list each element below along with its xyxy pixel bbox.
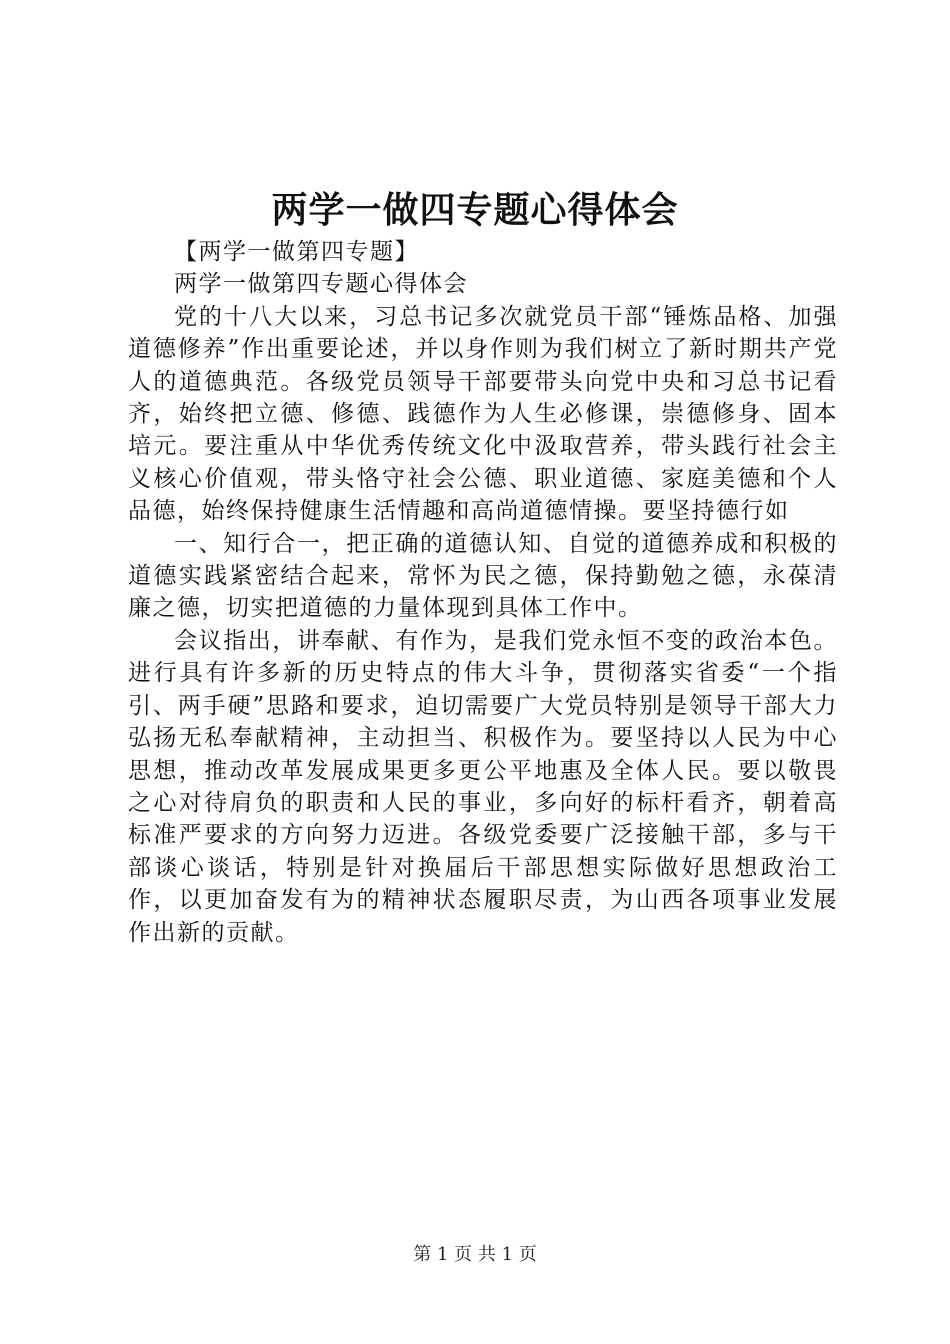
paragraph-subtitle-bracket: 【两学一做第四专题】 (174, 239, 419, 265)
paragraph-subtitle: 两学一做第四专题心得体会 (174, 271, 468, 298)
document-title: 两学一做四专题心得体会 (271, 189, 679, 231)
paragraph-body: 一、知行合一，把正确的道德认知、自觉的道德养成和积极的道德实践紧密结合起来，常怀为民之德，保持勤勉之德，永葆清廉之德，切实把道德的力量体现到具体工作中。 (128, 530, 838, 622)
document-body (128, 236, 838, 949)
paragraph-body: 会议指出，讲奉献、有作为，是我们党永恒不变的政治本色。进行具有许多新的历史特点的伟大斗争，贯彻落实省委“一个指引、两手硬”思路和要求，迫切需要广大党员特别是领导干部大力弘扬无私奉献精神，主动担当、积极作为。要坚持以人民为中心思想，推动改革发展成果更多更公平地惠及全体人民。要以敬畏之心对待肩负的职责和人民的事业，多向好的标杆看齐，朝着高标准严要求的方向努力迈进。各级党委要广泛接触干部，多与干部谈心谈话，特别是针对换届后干部思想实际做好思想政治工作，以更加奋发有为的精神状态履职尽责，为山西各项事业发展作出新的贡献。 (128, 627, 838, 946)
paragraph-body: 党的十八大以来，习总书记多次就党员干部“锤炼品格、加强道德修养”作出重要论述，并以身作则为我们树立了新时期共产党人的道德典范。各级党员领导干部要带头向党中央和习总书记看齐，始终把立德、修德、践德作为人生必修课，崇德修身、固本培元。要注重从中华优秀传统文化中汲取营养，带头践行社会主义核心价值观，带头恪守社会公德、职业道德、家庭美德和个人品德，始终保持健康生活情趣和高尚道德情操。要坚持德行如 (128, 303, 838, 525)
page-footer: 第 1 页 共 1 页 (413, 1244, 537, 1265)
